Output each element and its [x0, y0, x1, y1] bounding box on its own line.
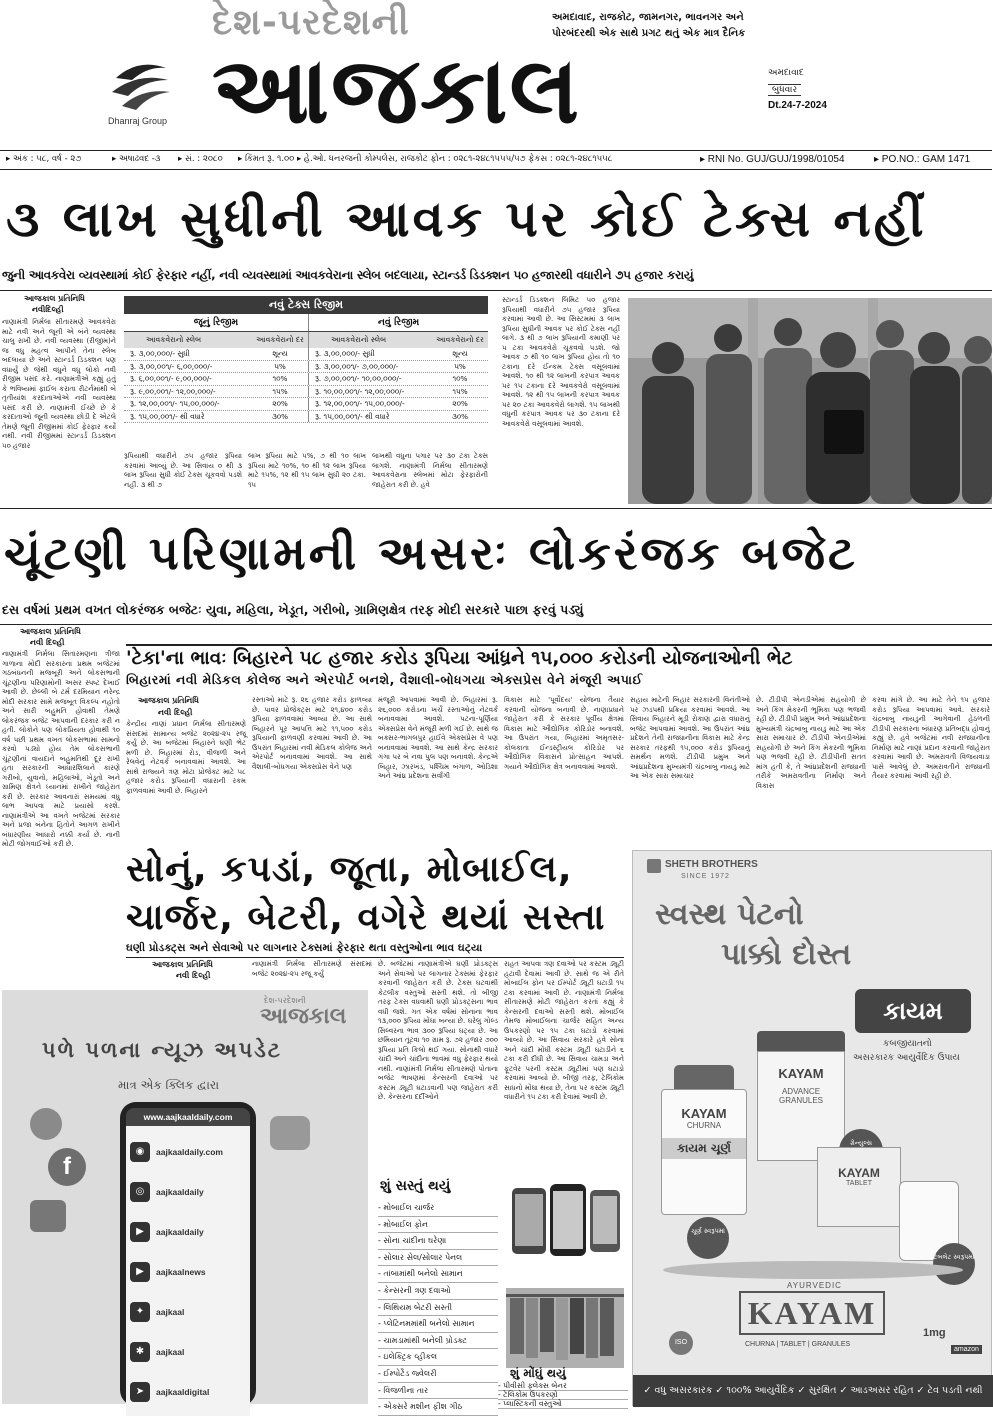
costly-list-title: શું મોંઘું થયું — [510, 1366, 566, 1380]
globe-icon: ◉ — [130, 1142, 150, 1162]
masthead — [0, 0, 992, 150]
tax-slab-cell: રૂ. ૧૨,૦૦,૦૦૧/- ૧૫,૦૦,૦૦૦/- — [308, 398, 432, 410]
app-link-twitter[interactable] — [130, 1292, 246, 1332]
youtube-icon: ▶ — [130, 1262, 150, 1282]
new-regime-label: નવું રિજીમ — [308, 314, 488, 331]
tax-rate-cell: ૧૦% — [452, 374, 468, 383]
masthead-title: આજકાલ — [212, 37, 582, 144]
edition-label: અમદાવાદ — [768, 68, 804, 78]
telegram-icon: ➤ — [130, 1382, 150, 1402]
cities-line-2: પોરબંદરથી એક સાથે પ્રગટ થતું એક માત્ર દૈનિક — [552, 28, 746, 39]
kayam-footer: ✓ વધુ અસરકારક ✓ ૧૦૦% આયુર્વેદિક ✓ સુરક્ષિત ✓ આડઅસર રહિત ✓ ટેવ પડતી નથી — [633, 1375, 993, 1407]
lead-column-1: નાણામંત્રી નિર્મલા સીતારમણે આવકવેરા માટે નવી અને જૂની એ બંને વ્યવસ્થા ચાલુ રાખી છે. નવી વ્યવસ્થા (રીજીમ)ને જ વધુ મહત્વ આપીને તેના સ્લેબ બદલાયા છે અને સ્ટાન્ડર્ડ ડિડક્શન પણ વધાર્યું છે જેથી વધુને વધુ લોકો નવી રીજીમ પસંદ કરે. નાણામંત્રીએ કહ્યું હતું કે ભવિષ્યમાં ફાઈલ કરાતા રીટર્નમાંથી બે તૃતીયાંશ કરદાતાઓએ નવી વ્યવસ્થા પસંદ કરી છે. નાણામંત્રી ઈચ્છે છે કે કરદાતાઓ જૂની વ્યવસ્થા છોડી દે એટલે તેમણે જૂની રીજીમમાં કોઈ ફેરફાર કર્યો નથી. નવી રીજીમમાં સ્ટાન્ડર્ડ ડિડક્શન ૫૦ હજાર — [2, 318, 116, 450]
jar-sub: ADVANCE — [781, 1087, 821, 1096]
app-link-label: aajkaaldigital — [156, 1387, 210, 1397]
clothes-rack-icon — [506, 1288, 624, 1368]
tax-rate-cell: ૩૦% — [451, 411, 469, 421]
po-number: ▸ PO.NO.: GAM 1471 — [874, 154, 971, 165]
tax-slab-cell: રૂ. ૧૫,૦૦,૦૦૧/- થી વધારે — [308, 411, 432, 423]
cheap-subhead: ઘણી પ્રોડક્ટ્સ અને સેવાઓ પર લાગનાર ટેક્સમાં ફેરફાર થતા વસ્તુઓના ભાવ ઘટ્યા — [126, 942, 624, 958]
cheap-list-title: શું સસ્તું થયું — [380, 1178, 451, 1194]
tax-rate-cell: ૫% — [274, 361, 286, 371]
list-item: - લિથિયમ બેટરી સસ્તી — [378, 1300, 498, 1317]
jar-granules: GRANULES — [778, 1096, 823, 1105]
app-link-label: aajkaaldaily — [156, 1187, 204, 1197]
kayam-since: SINCE 1972 — [681, 873, 730, 880]
cheap-column-1: નાણામંત્રી નિર્મલા સીતારમણે સંસદમાં બજેટ ૨૦૨૪-૨૫ રજૂ કર્યું — [252, 960, 372, 978]
app-ad-brand: આજકાલ — [260, 1004, 347, 1029]
rni-number: ▸ RNI No. GUJ/GUJ/1998/01054 — [700, 154, 845, 165]
app-link-instagram[interactable] — [130, 1172, 246, 1212]
comment-bubble-icon — [270, 1116, 310, 1150]
tax-slab-cell: રૂ. ૯,૦૦,૦૦૧/- ૧૨,૦૦,૦૦૦/- — [130, 386, 216, 396]
kayam-pedestal — [663, 1261, 963, 1279]
app-link-label: aajkaaldaily — [156, 1227, 204, 1237]
app-ad-subline: માત્ર એક ક્લિક દ્વારા — [118, 1078, 220, 1092]
list-item: - વિજળીના તાર — [378, 1383, 498, 1400]
dhanraj-logo — [108, 58, 174, 118]
lead-dateline: નવીદિલ્હી — [32, 305, 64, 314]
app-link-youtube[interactable] — [130, 1252, 246, 1292]
cheap-column-2: છે. બજેટમાં નાણામંત્રીએ ઘણી પ્રોડક્ટ્સ અને સેવાઓ પર લાગનાર ટેક્સમાં ફેરફાર કરવાની જાહેરાત કરી છે. ટેક્સ ઘટવાથી કેટલીક વસ્તુઓ સસ્તી થશે. તો બીજી તરફ ટેક્સ વધવાથી ઘણી પ્રોડક્ટ્સના ભાવ વધી જશે. ગત એક વર્ષમાં સોનાના ભાવ ૧૩,૦૦૦ રૂપિયા મોંઘા બન્યા છે. ઘરેલુ ગોલ્ડ સિલ્વરના ભાવ ૩૦૦ રૂપિયા ઘટ્યા છે. આ છમિયાન તૂટવા ૧૦ ગ્રામ રૂ. ૭૨ હજાર ૭૦૦ રૂપિયા પ્રતિ કિલો થઈ ગયા. સોનાથી વધારે ચાંદી અને ચાંદીના ભાવમાં વધુ ફેરફાર થયો નથી. નાણાંમંત્રી નિર્મલા સીતારમણે પોતાના બજેટ ભાષણમાં કેન્સરની દવાઓ પર કસ્ટમ ડ્યૂટી ઘટાડવાની પણ જાહેરાત કરી છે. કેન્સરના દર્દીઓને — [378, 960, 498, 1101]
tax-rate-cell: ૧૫% — [272, 386, 288, 396]
tax-rate-cell: શૂન્ય — [452, 349, 468, 358]
app-link-globe[interactable] — [130, 1132, 246, 1172]
bihar-column: રસ્તાઓ માટે રૂ. ૨૬ હજાર કરોડ ફાળવ્યા છે. પાવર પ્રોજેક્ટ્સ માટે ૨૧,૪૦૦ કરોડ રૂપિયા ફાળવવામાં આવ્યા છે. આ સાથે બિહારને પૂર આપત્તિ માટે ૧૧,૫૦૦ કરોડ રૂપિયાની ફાળવણી કરવામાં આવી છે. આ ઉપરાંત બિહારમાં નવી મેડિકલ કોલેજ અને એરપોર્ટ બનાવવામાં આવશે. આ સાથે વૈશાલી-બોધગયા એક્સપ્રેસ વેને પણ — [252, 696, 372, 771]
bihar-byline: આજકાલ પ્રતિનિધિ — [138, 696, 199, 705]
list-item: - કેન્સરની ત્રણ દવાઓ — [378, 1283, 498, 1300]
tax-slab-cell: રૂ. ૩,૦૦,૦૦૦/- સુધી — [130, 349, 190, 358]
app-ad-brand-small: દેશ-પરદેશની — [264, 996, 306, 1005]
app-ad-headline: પળે પળના ન્યૂઝ અપડેટ — [42, 1038, 283, 1062]
facebook-bubble-icon: f — [48, 1148, 86, 1186]
tax-slab-cell: રૂ. ૧૦,૦૦,૦૦૧/- ૧૨,૦૦,૦૦૦/- — [308, 386, 432, 398]
kayam-churna-bottle — [661, 1065, 747, 1215]
list-item: - મોબાઈલ ફોન — [378, 1217, 498, 1234]
cheap-column-3: રાહત આપવા ત્રણ દવાઓ પર કસ્ટમ ડ્યૂટી હટાવી દેવામાં આવી છે. સાથે જ એ રીતે મોબાઈલ ફોન પર ઈમ્પોર્ટ ડ્યૂટી ઘટાડી ૧૫ ટકા કરવામાં આવી છે. નાણામંત્રી નિર્મલા સીતારમણે મોટી જાહેરાત કરતાં કહ્યું કે કેન્સરની દવાઓ સસ્તી થશે. મોબાઈલ તેમજ મોબાઈલના ચાર્જર સહિત અન્ય ઉપકરણો પર ૧૫ ટકા ઘટાડો કરવામાં આવ્યો છે. આ સિવાય સરકારે હવે સોના અને ચાંદી મોંઘી કસ્ટમ ડ્યૂટી ઘટાડીને ૬ ટકા કરી દીધી છે. આ સિવાય ચામડા અને ફૂટવેર પરની કસ્ટમ ડ્યૂટીમાં પણ ઘટાડો કરવામાં આવ્યો છે. બીજી તરફ, ટેલિકોમ સાધનો મોંઘા થયા છે, તેના પર કસ્ટમ ડ્યૂટી વધારીને ૧૫ ટકા કરી દેવામાં આવી છે. — [504, 960, 624, 1101]
jar-brand: KAYAM — [778, 1066, 824, 1081]
lead-column-3: સ્ટાન્ડર્ડ ડિડક્શન લિમિટ ૫૦ હજાર રૂપિયાથી વધારીને ૭૫ હજાર રૂપિયા કરવામાં આવી છે. આ સિસ્ટમમાં ૩ લાખ રૂપિયા સુધીની આવક પર કોઈ ટેક્સ નહીં લાગે. ૩ થી ૭ લાખ રૂપિયાની કમાણી પર ૫ ટકા આવકવેરો ચૂકવવો પડશે. જો આવક ૭ થી ૧૦ લાખ રૂપિયા હોય તો ૧૦ ટકાના દરે ઈન્કમ ટેક્સ વસૂલવામાં આવશે. ૧૦ થી ૧૨ લાખની કરપાત્ર આવક પર ૧૫ ટકાના દરે આવકવેરો વસૂલવામાં આવશે. ૧૨ થી ૧૫ લાખની કરપાત્ર આવક પર ૨૦ ટકા આવકવેરો લાગશે. ૧૫ લાખથી વધુની કરપાત્ર આવક પર ૩૦ ટકાના દરે આવકવેરો વસૂલવામાં આવશે. — [502, 296, 620, 428]
bihar-dateline: નવી દિલ્હી — [158, 708, 193, 717]
finance-minister-photo — [628, 298, 992, 504]
tax-table — [124, 296, 488, 446]
bihar-headline: 'ટેકા'ના ભાવઃ બિહારને ૫૮ હજાર કરોડ રૂપિયા આંધ્રને ૧૫,૦૦૦ કરોડની યોજનાઓની ભેટ — [126, 644, 992, 669]
app-link-label: aajkaal — [156, 1347, 185, 1357]
clothes-image — [506, 1288, 624, 1368]
sticker-tablet: ટેબલેટ સ્વરૂપમાં — [933, 1243, 975, 1285]
tax-row — [124, 361, 488, 374]
tax-slab-cell: રૂ. ૧૫,૦૦,૦૦૧/- થી વધારે — [130, 411, 205, 421]
tax-slab-cell: રૂ. ૩,૦૦,૦૦૦/- સુધી — [308, 348, 432, 360]
lead-body-b3: લાખથી વધુના પગાર પર ૩૦ ટકા ટેક્સ લાગશે. નાણામંત્રી નિર્મલા સીતારમણે આવકવેરાના સ્લેબમાં મોટા ફેરફારોની જાહેરાત કરી છે. હવે — [372, 452, 488, 489]
phone-mockup — [120, 1102, 256, 1406]
tablet-sub: TABLET — [846, 1180, 872, 1187]
app-links — [126, 1126, 250, 1416]
tax-row — [124, 386, 488, 399]
second-byline: આજકાલ પ્રતિનિધિ — [20, 627, 81, 636]
old-regime-label: જૂનું રિજીમ — [193, 317, 239, 328]
churna-guj: કાયમ ચૂર્ણ — [662, 1138, 746, 1159]
bihar-column: સહાય માટેની બિહાર સરકારની વિનંતીઓ પર ઝડપથી પ્રક્રિયા કરવામાં આવશે. આ સિવાય બિહારને મૂડી રોકાણ દ્વારા વધારાનું બજેટ આપવામાં આવશે. આ ઉપરાંત આંધ્ર પ્રદેશને તેની રાજધાનીના વિકાસ માટે કેન્દ્ર સરકાર તરફથી ૧૫,૦૦૦ કરોડ રૂપિયાનું સમર્થન મળશે. ટીડીપી પ્રમુખ અને આંધ્રપ્રદેશના મુખ્યમંત્રી ચંદ્રબાબુ નાયડુ માટે આ એક સારા સમાચાર — [630, 696, 750, 780]
bihar-column: કરવા માંગે છે. આ માટે તેને ૧૫ હજાર કરોડ રૂપિયા આપવામાં આવે. સરકારે ચંદ્રબાબુ નાયડુની આગેવાની હેઠળની ટીડીપી સરકારના બંધારણ પ્રતિબદ્ધ હોવાનું કહ્યું છે. હવે બજેટમાં નવી રાજધાનીના નિર્માણ માટે નાણાં પ્રદાન કરવાની જાહેરાત કરવામાં આવી છે. અમરાવતી વિજયવાડા પાસે આવેલું છે. અમરાવતીને રાજધાની તૈયાર કરવામાં આવી રહી છે. — [872, 696, 990, 780]
app-link-play[interactable] — [130, 1212, 246, 1252]
lead-byline: આજકાલ પ્રતિનિધિ — [24, 294, 85, 303]
kayam-headline-2: પાક્કો દોસ્ત — [721, 937, 852, 972]
dailyhunt-icon: ✱ — [130, 1342, 150, 1362]
lead-body-b2: લાખ રૂપિયા માટે ૫%, ૭ થી ૧૦ લાખ રૂપિયા માટે ૧૦%, ૧૦ થી ૧૨ લાખ રૂપિયા માટે ૧૫%, ૧૨ થી ૧૫ લાખ સુધી ૨૦ ટકા. ૧૫ — [248, 452, 366, 489]
kayam-tablet-box — [817, 1147, 901, 1227]
kayam-forms: CHURNA | TABLET | GRANULES — [745, 1341, 851, 1348]
list-item: - તાંબામાંથી બનેલો સામાન — [378, 1266, 498, 1283]
sticker-granules: ગ્રેન્યુલ્સ — [839, 1129, 883, 1173]
sticker-churna: ચૂર્ણ સ્વરૂપમાં — [687, 1217, 729, 1259]
costly-list — [498, 1382, 628, 1409]
list-item: - પીવીસી ફ્લેક્સ બેનર — [498, 1382, 628, 1391]
second-body: નાણામંત્રી નિર્મલા સિતારમણના ત્રીજા ગાળાના મોદી સરકારના પ્રથમ બજેટમાં ગઠબંધનની મજબૂરી અને લોકસભાની ચૂંટણીના પરિણામોની અસર સ્પષ્ટ દેખાઈ આવી છે. છેલ્લી બે ટર્મ દરમિયાન નરેન્દ્ર મોદી સરકાર સામે મજબૂત વિકલ્પ નહોતો અને સારી બહુમતિ હોવાથી તેમણે લોકરંજક બજેટ આપવાની દરકાર કરી ન હતી. લોકોને પણ લોકપ્રિયતા હોવાથી ૧૦ વર્ષ પછી પ્રથમ વખત લોકસભામાં સામનો કરવો પડ્યો હોય તેમ લોકસભાની ચૂંટણીનાં વાયદાને બહુમતિથી દૂર રાખી હતા સરકારની આધારશિલાને કારણે ગરીબો, યુવાનો, મહિલાઓ, ખેડૂતો અને ગ્રામિણ ક્ષેત્રને ધ્યાનમાં રાખીને જાહેરાત કરી છે. સરકાર આવનારાં સમયમાં વધુ લાભ આપવા માટે પ્રયાસો કરશે. નાણામંત્રીએ આ વખતે બજેટમાં સરકાર અને પ્રજા બંનેના હિતોને આગળ રાખીને બંધારણીય આધારો નક્કી કર્યા છે. નાની મોટી જોગવાઈઓ કરી છે. — [2, 650, 120, 848]
issue-number: ▸ અંક : ૫૮, વર્ષ - ૨૭ — [6, 154, 82, 164]
sheth-brothers-logo — [647, 859, 661, 873]
new-rate-header: આવકવેરાનો દર — [436, 335, 484, 344]
kayam-big-logo: KAYAM — [739, 1291, 885, 1335]
app-link-label: aajkaal — [156, 1307, 185, 1317]
list-item: - ચામડામાંથી બનેલી પ્રોડક્ટ — [378, 1333, 498, 1350]
dhanraj-logo-icon — [108, 58, 174, 114]
tithi: ▸ અષાઢવદ -૩ — [112, 154, 161, 164]
list-item: - એક્સરે મશીન ફીશ ગીઠ — [378, 1399, 498, 1416]
tax-slab-cell: રૂ. ૩,૦૦,૦૦૧/- ૬,૦૦,૦૦૦/- — [130, 361, 213, 371]
group-photo-image — [628, 298, 992, 504]
tax-slab-cell: રૂ. ૭,૦૦,૦૦૧/- ૧૦,૦૦,૦૦૦/- — [308, 373, 432, 385]
cheap-headline-2: ચાર્જર, બેટરી, વગેરે થયાં સસ્તા — [126, 897, 606, 938]
bihar-column: કેન્દ્રીય નાણાં પ્રધાન નિર્મલા સીતારમણે સંસદમાં સામાન્ય બજેટ ૨૦૨૪-૨૫ રજૂ કર્યું છે. આ બજેટમાં બિહારને ઘણી ભેટ મળી છે. બિહારમાં રોડ, વીજળી અને રેલવેનું નેટવર્ક બનાવવામાં આવશે. આ સાથે રાજ્યને ત્રણ મોટા પ્રોજેક્ટ માટે ૫૮ હજાર કરોડ રૂપિયાની વધારાની રકમ ફાળવવામાં આવી છે. બિહારને — [126, 720, 246, 795]
amazon-logo: amazon — [951, 1345, 982, 1354]
lead-body-b1: રૂપિયાથી વધારીને ૭૫ હજાર રૂપિયા કરવામાં આવ્યું છે. આ સિવાય ૦ થી ૩ લાખ રૂપિયા સુધી કોઈ ટેક્સ ચૂકવવો પડશે નહીં. ૩ થી ૭ — [124, 452, 242, 489]
old-slab-header: આવકવેરાનો સ્લેબ — [146, 335, 202, 344]
message-bubble-icon — [30, 1200, 66, 1232]
price-address: ▸ કિંમત રૂ. ૧.૦૦ ▸ હે.ઓ. ધનરજની કોમ્પલેસ, રાજકોટ ફોન : ૦૨૮૧-૨૪૮૧૫૫૫/૫૭ ફેકસ : ૦૨૮૧-૨૪૮૧૫૫૮ — [238, 154, 613, 164]
list-item: - ઈમ્પોર્ટેડ જ્વેલરી — [378, 1366, 498, 1383]
app-link-label: aajkaaldaily.com — [156, 1147, 223, 1157]
app-link-label: aajkaalnews — [156, 1267, 206, 1277]
second-dateline: નવી દિલ્હી — [30, 638, 65, 647]
masthead-kicker: દેશ-પરદેશની — [212, 2, 410, 43]
churna-brand: KAYAM — [681, 1106, 727, 1121]
lead-subhead: જુની આવકવેરા વ્યવસ્થામાં કોઈ ફેરફાર નહીં, નવી વ્યવસ્થામાં આવકવેરાના સ્લેબ બદલાયા, સ્ટાન્ડર્ડ ડિડક્શન ૫૦ હજારથી વધારીને ૭૫ હજાર કરાયું — [2, 268, 694, 282]
cities-line-1: અમદાવાદ, રાજકોટ, જામનગર, ભાવનગર અને — [552, 12, 744, 23]
tax-row — [124, 348, 488, 361]
app-link-telegram[interactable] — [130, 1372, 246, 1412]
tax-table-title: નવું ટેક્સ રિજીમ — [124, 296, 488, 314]
tax-slab-cell: રૂ. ૩,૦૦,૦૦૧/- ૭,૦૦,૦૦૦/- — [308, 361, 432, 373]
tablet-brand: KAYAM — [838, 1166, 880, 1180]
phones-image — [506, 1180, 624, 1288]
tax-rate-cell: શૂન્ય — [272, 349, 288, 358]
list-item: - સોલાર સેલ/સોલાર પેનલ — [378, 1250, 498, 1267]
second-headline: ચૂંટણી પરિણામની અસરઃ લોકરંજક બજેટ — [4, 526, 858, 580]
mg-logo: 1mg — [923, 1327, 946, 1339]
twitter-icon: ✦ — [130, 1302, 150, 1322]
tax-rate-cell: ૫% — [454, 361, 466, 371]
list-item: - ઇલેક્ટ્રિક વ્હીકલ — [378, 1349, 498, 1366]
issue-date: Dt.24-7-2024 — [768, 100, 827, 111]
weekday-label: બુધવાર — [768, 84, 801, 96]
tax-rows — [124, 348, 488, 423]
tax-rate-cell: ૩૦% — [271, 411, 289, 421]
kayam-ad — [632, 850, 992, 1406]
bihar-subhead: બિહારમાં નવી મેડિકલ કોલેજ અને એરપોર્ટ બનશે, વૈશાલી-બોધગયા એક્સપ્રેસ વેને મંજૂરી અપાઈ — [126, 672, 643, 687]
tax-slab-cell: રૂ. ૬,૦૦,૦૦૧/- ૯,૦૦,૦૦૦/- — [130, 374, 212, 383]
kayam-tag-1: કબજીયાતનો — [883, 1039, 932, 1049]
kayam-headline-1: સ્વસ્થ પેટનો — [655, 897, 804, 932]
kayam-ayurvedic: AYURVEDIC — [787, 1281, 842, 1290]
churna-sub: CHURNA — [686, 1121, 722, 1130]
iso-badge: ISO — [669, 1331, 693, 1355]
instagram-bubble-icon — [30, 1108, 62, 1140]
list-item: - પ્લાસ્ટિકની વસ્તુઓ — [498, 1400, 628, 1409]
app-ad-url[interactable]: www.aajkaaldaily.com — [126, 1108, 250, 1126]
group-name: Dhanraj Group — [108, 116, 168, 126]
tax-row — [124, 398, 488, 411]
cheap-dateline: નવી દિલ્હી — [176, 971, 211, 980]
app-link-dailyhunt[interactable] — [130, 1332, 246, 1372]
tax-slab-cell: રૂ. ૧૨,૦૦,૦૦૧/- ૧૫,૦૦,૦૦૦/- — [130, 399, 220, 408]
kayam-granules-jar — [757, 1031, 845, 1161]
smartphones-icon — [506, 1180, 624, 1288]
cheap-byline: આજકાલ પ્રતિનિધિ — [152, 960, 213, 969]
bihar-column: છે. ટીડીપી એનડીએમાં સહયોગી છે અને કિંગ મેકરની ભૂમિકા પણ ભજવી રહી છે. ટીડીપી પ્રમુખ અને આંધ્રપ્રદેશના મુખ્યમંત્રી ચંદ્રબાબુ નાયડુ માટે આ એક સારા સમાચાર છે. ટીડીપી એનડીએમાં સહયોગી છે અને કિંગ મેકરની ભૂમિકા પણ ભજવી રહી છે. ટીડીપીની સતત માંગ હતી કે, તે આંધ્રપ્રદેશની રાજધાની તરીકે અમરાવતીના નિર્માણ અને વિકાસ — [756, 696, 866, 790]
lead-headline: ૩ લાખ સુધીની આવક પર કોઈ ટેક્સ નહીં — [6, 190, 927, 248]
kayam-badge: કાયમ — [855, 989, 971, 1033]
cheap-headline-1: સોનું, કપડાં, જૂતા, મોબાઈલ, — [126, 849, 573, 890]
play-icon: ▶ — [130, 1222, 150, 1242]
aajkaal-app-ad — [2, 990, 368, 1404]
cheap-list — [378, 1200, 498, 1416]
tax-row — [124, 411, 488, 424]
tax-rate-cell: ૨૦% — [452, 399, 468, 408]
tax-rate-cell: ૧૦% — [272, 374, 288, 383]
samvat: ▸ સં. : ૨૦૮૦ — [178, 154, 223, 164]
kayam-brand: SHETH BROTHERS — [665, 859, 758, 870]
list-item: - સોના ચાંદીના ઘરેણા — [378, 1233, 498, 1250]
bihar-column: મંજૂરી આપવામાં આવી છે. બિહારમાં રૂ. ૨૬,૦૦૦ કરોડના ખર્ચે રસ્તાઓનું નેટવર્ક બનાવવામાં આવશે. પટના-પૂર્ણિયા એક્સપ્રેસ વેને મંજૂરી મળી ગઈ છે. સાથે જ બક્સર-ભાગલપુર હાઈવે એક્સપ્રેસ વે પણ બનાવવામાં આવશે. આ સાથે કેન્દ્ર સરકાર ગંગા પર બે નવા પુલ પણ બનાવશે. કેન્દ્રએ બિહાર, ઝારખંડ, પશ્ચિમ બંગાળ, ઓડિશા અને આંધ્ર પ્રદેશના સર્વાંગી — [378, 696, 498, 780]
tax-rate-cell: ૨૦% — [272, 399, 288, 408]
bihar-column: વિકાસ માટે 'પૂર્વોદય' યોજના તૈયાર કરવાની યોજના બનાવી છે. નાણાપ્રધાને જાહેરાત કરી કે સરકાર પૂર્વીય ક્ષેત્રમાં વિકાસ માટે ઔદ્યોગિક કોરિડોર બનાવશે. આ ઉપરાંત ગયા, બિહારમાં અમૃતસર-કોલકાતા ઈન્ડસ્ટ્રીયલ કોરિડોર પર ઔદ્યોગિક વિકાસને પ્રોત્સાહન આપશે. ગયાને ઔદ્યોગિક ક્ષેત્ર બનાવવામાં આવશે. — [504, 696, 624, 771]
second-subhead: દસ વર્ષમાં પ્રથમ વખત લોકરંજક બજેટઃ યુવા, મહિલા, ખેડૂત, ગરીબો, ગ્રામિણક્ષેત્ર તરફ મોદી સરકારે પાછા ફરવું પડ્યું — [2, 602, 584, 617]
tax-row — [124, 373, 488, 386]
new-slab-header: આવકવેરાનો સ્લેબ — [308, 332, 432, 348]
list-item: - પ્લેટિનમમાંથી બનેલો સામાન — [378, 1316, 498, 1333]
old-rate-header: આવકવેરાનો દર — [256, 335, 304, 344]
kayam-tag-2: અસરકારક આયુર્વેદિક ઉપાય — [853, 1053, 960, 1063]
info-bar — [0, 150, 992, 170]
list-item: - ટેલિકોમ ઉપકરણો — [498, 1391, 628, 1400]
tax-rate-cell: ૧૫% — [452, 386, 468, 396]
instagram-icon: ◎ — [130, 1182, 150, 1202]
list-item: - મોબાઈલ ચાર્જર — [378, 1200, 498, 1217]
